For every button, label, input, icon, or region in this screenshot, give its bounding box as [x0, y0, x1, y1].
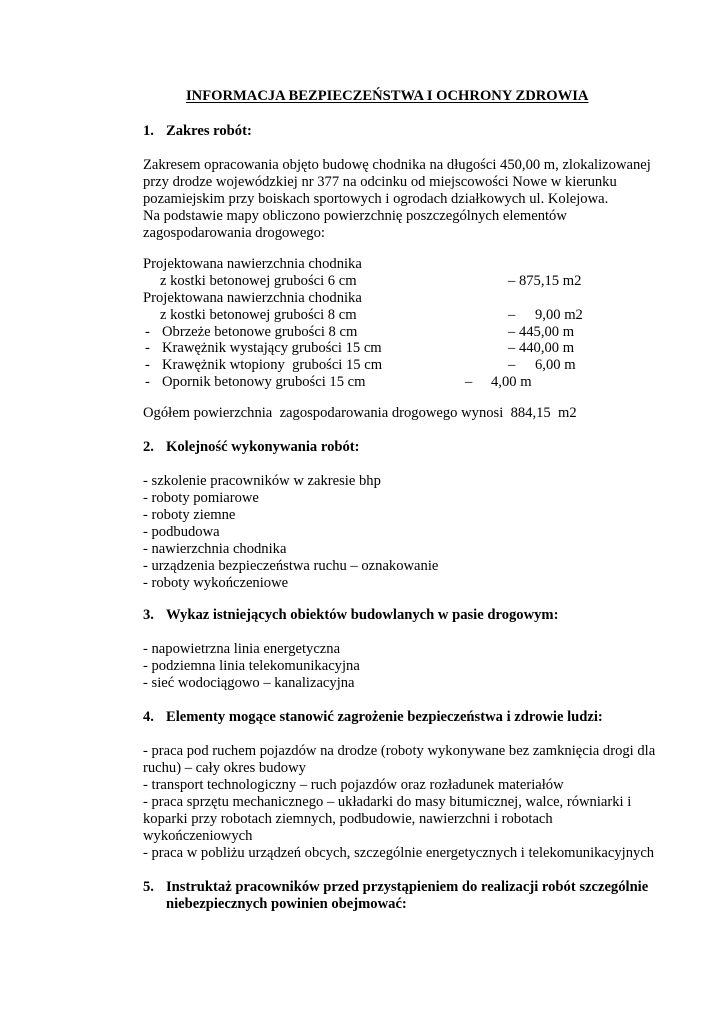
surface-item-label: Krawężnik wystający grubości 15 cm [162, 340, 382, 356]
section-5-number: 5. [143, 879, 154, 895]
list-item: - roboty ziemne [143, 507, 236, 523]
surface-item-value: – 875,15 m2 [508, 273, 582, 289]
list-item: - sieć wodociągowo – kanalizacyjna [143, 675, 355, 691]
surface-item-label: Obrzeże betonowe grubości 8 cm [162, 324, 358, 340]
surface-item-bullet: - [145, 357, 150, 373]
surface-item-value: 4,00 m [491, 374, 532, 390]
section-1-paragraph-line: zagospodarowania drogowego: [143, 225, 325, 241]
section-3-number: 3. [143, 607, 154, 623]
hazard-line: - transport technologiczny – ruch pojazdów oraz rozładunek materiałów [143, 777, 564, 793]
hazard-line: ruchu) – cały okres budowy [143, 760, 306, 776]
list-item: - roboty pomiarowe [143, 490, 259, 506]
surface-item-bullet: - [145, 324, 150, 340]
section-1-paragraph-line: Zakresem opracowania objęto budowę chodnika na długości 450,00 m, zlokalizowanej [143, 157, 651, 173]
list-item: - podbudowa [143, 524, 220, 540]
section-1-heading: Zakres robót: [166, 123, 252, 139]
section-1-number: 1. [143, 123, 154, 139]
list-item: - napowietrzna linia energetyczna [143, 641, 341, 657]
section-5-heading-continued: niebezpiecznych powinien obejmować: [166, 896, 407, 912]
surface-item-label: Projektowana nawierzchnia chodnika [143, 256, 362, 272]
surface-item-label: z kostki betonowej grubości 6 cm [160, 273, 357, 289]
hazard-line: - praca w pobliżu urządzeń obcych, szczególnie energetycznych i telekomunikacyjnych [143, 845, 655, 861]
section-3-heading: Wykaz istniejących obiektów budowlanych w pasie drogowym: [166, 607, 559, 623]
surface-item-label: Opornik betonowy grubości 15 cm [162, 374, 366, 390]
surface-item-dash: – [508, 307, 516, 323]
section-2-number: 2. [143, 439, 154, 455]
section-1-paragraph-line: Na podstawie mapy obliczono powierzchnię poszczególnych elementów [143, 208, 567, 224]
section-2-heading: Kolejność wykonywania robót: [166, 439, 360, 455]
surface-item-dash: – [465, 374, 473, 390]
section-4-number: 4. [143, 709, 154, 725]
surface-item-bullet: - [145, 340, 150, 356]
surface-item-value: 9,00 m2 [535, 307, 583, 323]
section-5-heading: Instruktaż pracowników przed przystąpieniem do realizacji robót szczególnie [166, 879, 649, 895]
list-item: - urządzenia bezpieczeństwa ruchu – oznakowanie [143, 558, 439, 574]
section-1-summary: Ogółem powierzchnia zagospodarowania drogowego wynosi 884,15 m2 [143, 405, 577, 421]
surface-item-value: 6,00 m [535, 357, 576, 373]
list-item: - roboty wykończeniowe [143, 575, 289, 591]
section-4-heading: Elementy mogące stanowić zagrożenie bezpieczeństwa i zdrowie ludzi: [166, 709, 603, 725]
list-item: - podziemna linia telekomunikacyjna [143, 658, 360, 674]
list-item: - szkolenie pracowników w zakresie bhp [143, 473, 381, 489]
section-1-paragraph-line: przy drodze wojewódzkiej nr 377 na odcinku od miejscowości Nowe w kierunku [143, 174, 617, 190]
surface-item-value: – 445,00 m [508, 324, 575, 340]
hazard-line: wykończeniowych [143, 828, 253, 844]
surface-item-label: Projektowana nawierzchnia chodnika [143, 290, 362, 306]
list-item: - nawierzchnia chodnika [143, 541, 287, 557]
hazard-line: koparki przy robotach ziemnych, podbudowie, nawierzchni i robotach [143, 811, 553, 827]
surface-item-value: – 440,00 m [508, 340, 575, 356]
hazard-line: - praca sprzętu mechanicznego – układarki do masy bitumicznej, walce, równiarki i [143, 794, 632, 810]
surface-item-bullet: - [145, 374, 150, 390]
document-title: INFORMACJA BEZPIECZEŃSTWA I OCHRONY ZDROWIA [186, 88, 589, 104]
hazard-line: - praca pod ruchem pojazdów na drodze (roboty wykonywane bez zamknięcia drogi dla [143, 743, 656, 759]
surface-item-label: z kostki betonowej grubości 8 cm [160, 307, 357, 323]
surface-item-dash: – [508, 357, 516, 373]
section-1-paragraph-line: pozamiejskim przy boiskach sportowych i ogrodach działkowych ul. Kolejowa. [143, 191, 609, 207]
surface-item-label: Krawężnik wtopiony grubości 15 cm [162, 357, 383, 373]
